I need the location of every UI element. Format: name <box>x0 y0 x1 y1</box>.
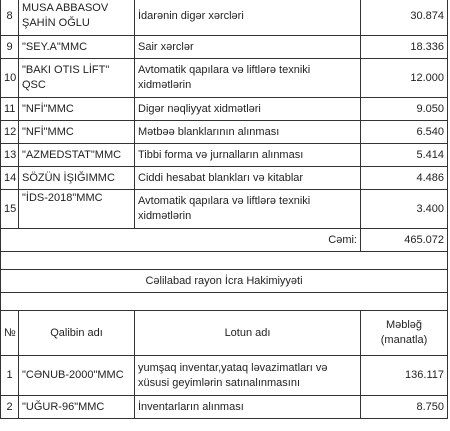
table-row <box>1 59 448 98</box>
row-number: 8 <box>1 0 19 36</box>
section-row <box>1 270 448 293</box>
header-amount-line: Məbləğ <box>385 319 423 331</box>
header-row <box>1 311 448 356</box>
lot-name: Avtomatik qapılara və liftlərə texniki xidmətlərin <box>135 59 361 98</box>
amount: 5.414 <box>361 144 448 167</box>
spacer-cell <box>1 293 448 311</box>
row-number: 12 <box>1 121 19 144</box>
table-row <box>1 0 448 36</box>
row-number: 1 <box>1 356 19 396</box>
company-name: "SEY.A"MMC <box>19 36 135 59</box>
header-amount <box>361 311 448 356</box>
company-name: "UĞUR-96"MMC <box>19 396 135 419</box>
amount: 30.874 <box>361 0 448 36</box>
row-number: 13 <box>1 144 19 167</box>
amount: 9.050 <box>361 98 448 121</box>
lot-name: Sair xərclər <box>135 36 361 59</box>
company-name-line: QSC <box>22 79 46 91</box>
row-number: 15 <box>1 190 19 229</box>
spacer-row <box>1 252 448 270</box>
total-label: Cəmi: <box>1 229 361 252</box>
lot-name: yumşaq inventar,yataq ləvazimatları və xüsusi geyimlərin satınalınmasını <box>135 356 361 396</box>
section-title: Cəlilabad rayon İcra Hakimiyyəti <box>1 270 448 293</box>
lot-name: İnventarların alınması <box>135 396 361 419</box>
company-name: "İDS-2018"MMC <box>19 190 135 229</box>
lot-name: Avtomatik qapılara və liftlərə texniki xidmətlərin <box>135 190 361 229</box>
company-name: "CƏNUB-2000"MMC <box>19 356 135 396</box>
company-name: SÖZÜN İŞIĞIMMC <box>19 167 135 190</box>
table-row <box>1 190 448 229</box>
row-number: 14 <box>1 167 19 190</box>
company-name <box>19 0 135 36</box>
header-lot: Lotun adı <box>135 311 361 356</box>
table-row <box>1 121 448 144</box>
lot-name: Digər nəqliyyat xidmətləri <box>135 98 361 121</box>
table-row <box>1 36 448 59</box>
company-name: "AZMEDSTAT"MMC <box>19 144 135 167</box>
amount: 4.486 <box>361 167 448 190</box>
header-no: № <box>1 311 19 356</box>
amount: 136.117 <box>361 356 448 396</box>
amount: 18.336 <box>361 36 448 59</box>
header-amount-line: (manatla) <box>380 334 428 346</box>
amount: 12.000 <box>361 59 448 98</box>
company-name-line: MUSA ABBASOV <box>22 2 109 14</box>
row-number: 2 <box>1 396 19 419</box>
total-amount: 465.072 <box>361 229 448 252</box>
total-row <box>1 229 448 252</box>
lot-name: Mətbəə blanklarının alınması <box>135 121 361 144</box>
amount: 8.750 <box>361 396 448 419</box>
table-row <box>1 144 448 167</box>
row-number: 11 <box>1 98 19 121</box>
row-number: 10 <box>1 59 19 98</box>
spacer-cell <box>1 252 448 270</box>
lot-name: Ciddi hesabat blankları və kitablar <box>135 167 361 190</box>
company-name: "NFİ"MMC <box>19 98 135 121</box>
company-name <box>19 59 135 98</box>
table-row <box>1 98 448 121</box>
table-row <box>1 167 448 190</box>
table-row <box>1 396 448 419</box>
row-number: 9 <box>1 36 19 59</box>
table-row <box>1 356 448 396</box>
company-name: "NFİ"MMC <box>19 121 135 144</box>
amount: 6.540 <box>361 121 448 144</box>
lot-name: İdarənin digər xərcləri <box>135 0 361 36</box>
lot-name: Tibbi forma və jurnalların alınması <box>135 144 361 167</box>
header-company: Qalibin adı <box>19 311 135 356</box>
company-name-line: "BAKI OTIS LİFT" <box>22 64 110 76</box>
amount: 3.400 <box>361 190 448 229</box>
company-name-line: ŞAHİN OĞLU <box>22 17 90 29</box>
spacer-row <box>1 293 448 311</box>
